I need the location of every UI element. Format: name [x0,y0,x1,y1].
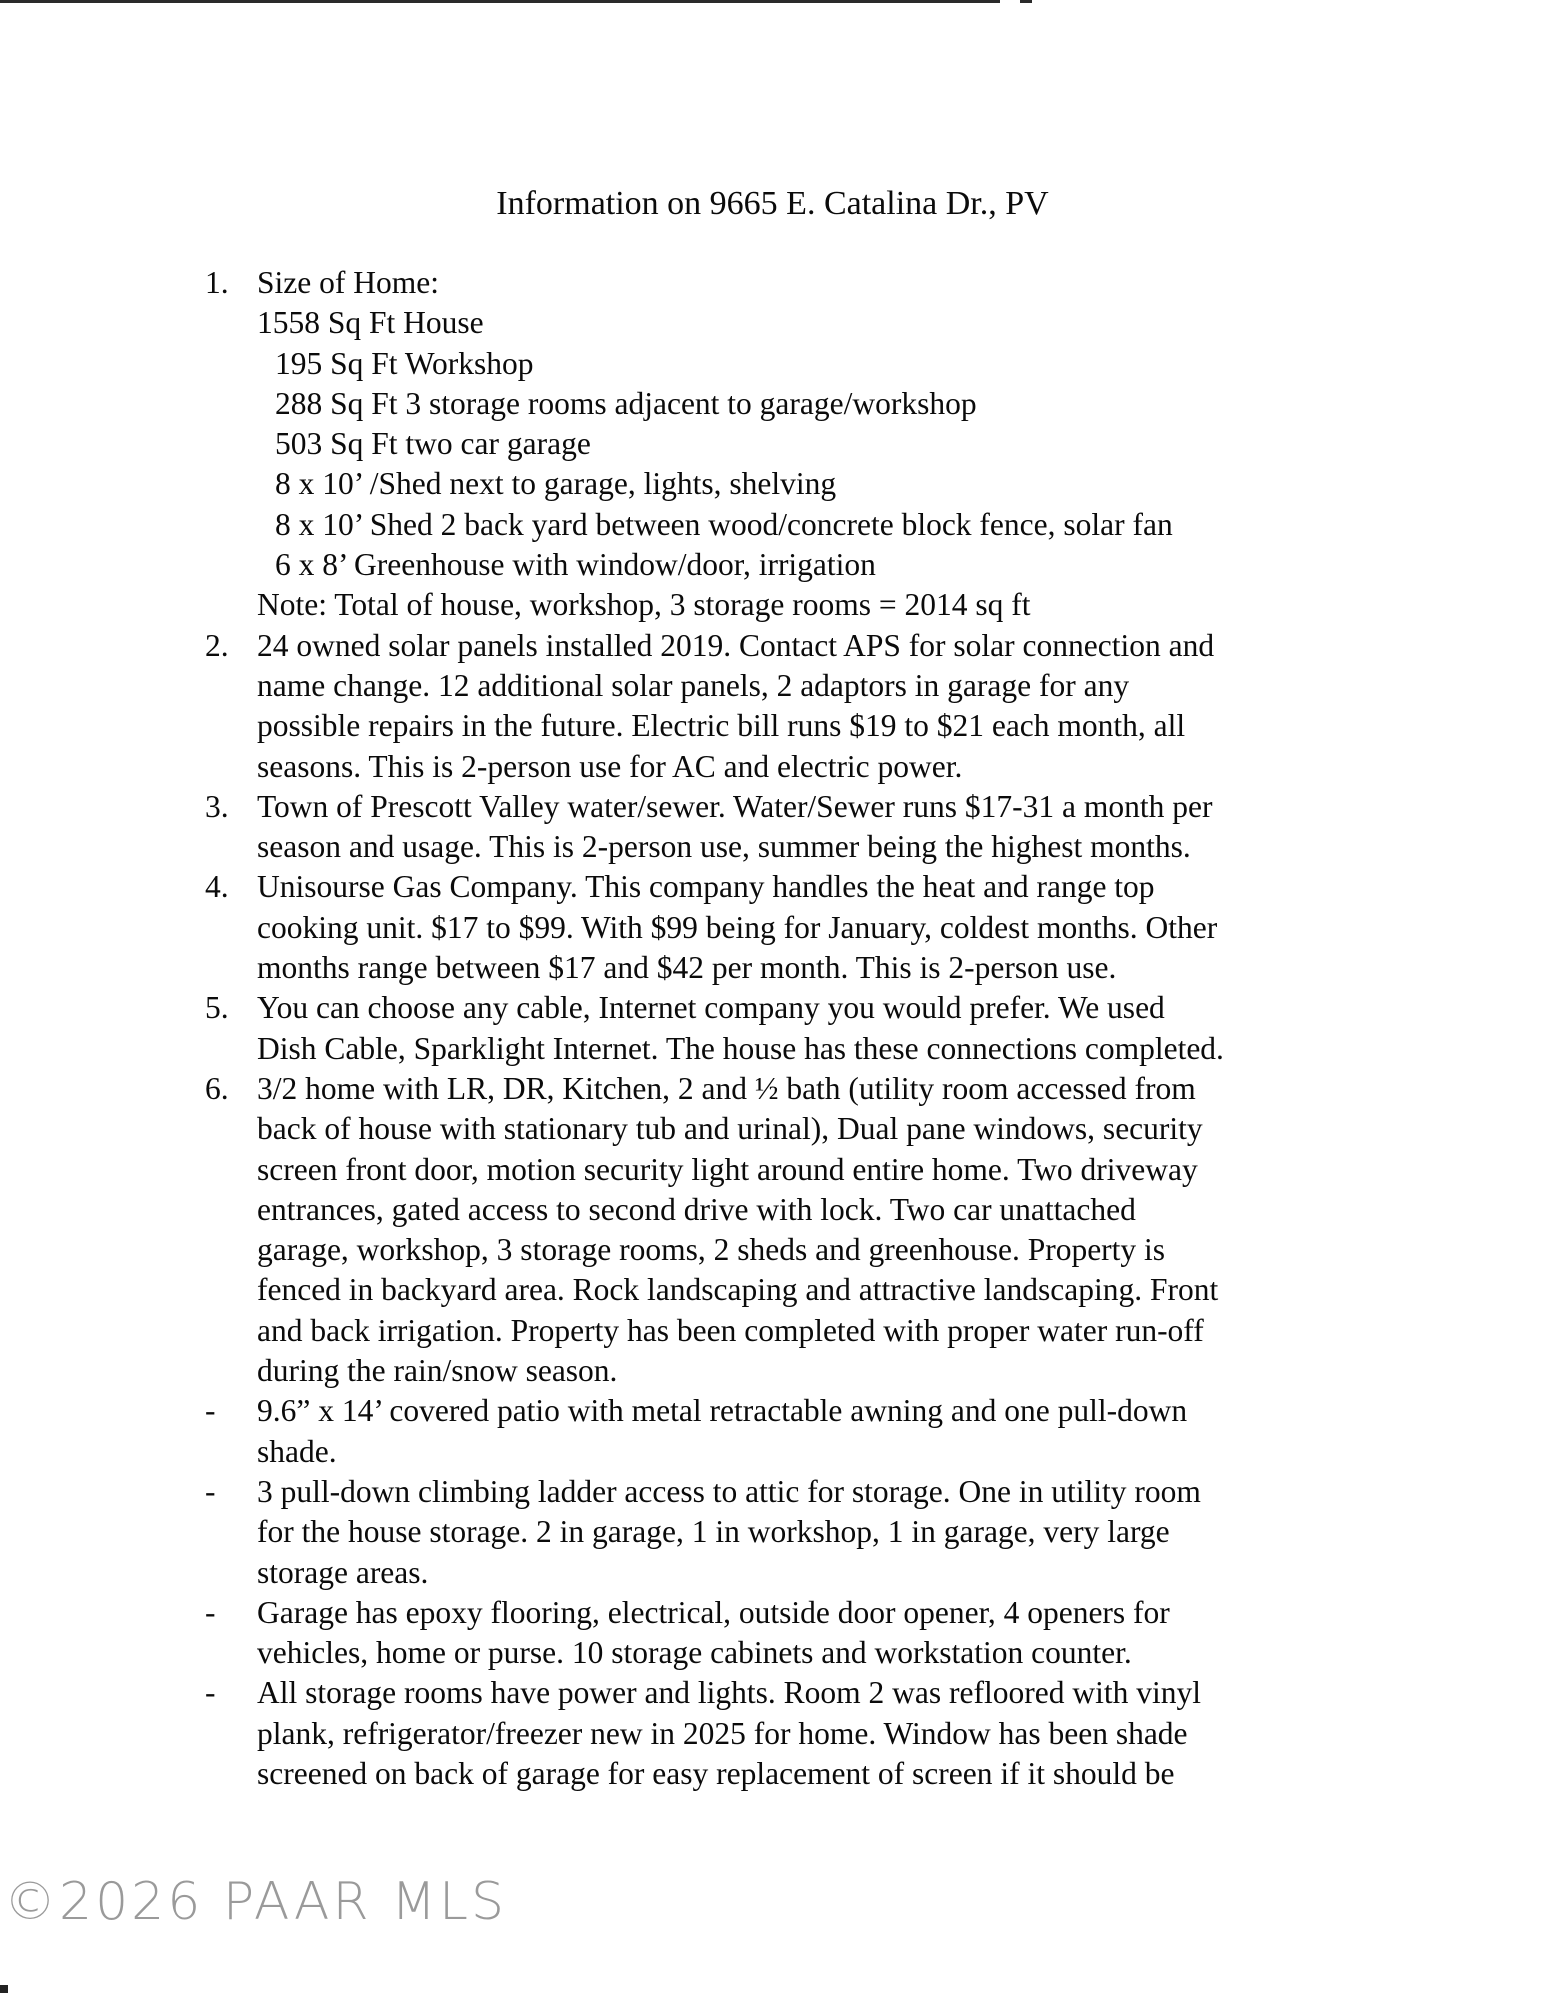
list-item-solar [205,626,1365,787]
item-text-line: and back irrigation. Property has been completed with proper water run-off [257,1312,1204,1348]
item-text-line: 288 Sq Ft 3 storage rooms adjacent to garage/workshop [275,385,977,421]
mls-watermark: ©2026 PAAR MLS [4,1872,507,1932]
list-item-storage-rooms [205,1673,1365,1794]
item-text-line: storage areas. [257,1554,429,1590]
list-item-cable-internet [205,988,1365,1069]
item-text-line: plank, refrigerator/freezer new in 2025 for home. Window has been shade [257,1715,1188,1751]
item-text-line: Town of Prescott Valley water/sewer. Water/Sewer runs $17-31 a month per [257,788,1213,824]
item-text-line: months range between $17 and $42 per month. This is 2-person use. [257,950,1117,986]
item-text-line: 503 Sq Ft two car garage [275,426,591,462]
list-marker: 3. [205,788,229,824]
item-text-line: season and usage. This is 2-person use, summer being the highest months. [257,829,1191,865]
list-item-home-features [205,1069,1365,1391]
item-text-line: 8 x 10’ /Shed next to garage, lights, shelving [275,466,837,502]
list-marker: - [205,1594,216,1630]
item-text-line: Note: Total of house, workshop, 3 storage rooms = 2014 sq ft [257,587,1031,623]
list-marker: 2. [205,627,229,663]
item-text-line: 3/2 home with LR, DR, Kitchen, 2 and ½ bath (utility room accessed from [257,1070,1196,1106]
item-text-line: shade. [257,1433,337,1469]
list-marker: - [205,1393,216,1429]
scan-top-rule-fragment [1020,0,1032,3]
item-text-line: Unisourse Gas Company. This company handles the heat and range top [257,869,1155,905]
item-text-line: garage, workshop, 3 storage rooms, 2 sheds and greenhouse. Property is [257,1232,1166,1268]
item-text-line: 9.6” x 14’ covered patio with metal retractable awning and one pull-down [257,1393,1188,1429]
document-body [205,263,1365,1794]
item-text-line: name change. 12 additional solar panels, 2 adaptors in garage for any [257,667,1130,703]
document-title: Information on 9665 E. Catalina Dr., PV [496,185,1049,222]
item-text-line: screened on back of garage for easy replacement of screen if it should be [257,1755,1175,1791]
item-text-line: cooking unit. $17 to $99. With $99 being for January, coldest months. Other [257,909,1218,945]
item-text-line: All storage rooms have power and lights. Room 2 was refloored with vinyl [257,1675,1201,1711]
item-text-line: possible repairs in the future. Electric bill runs $19 to $21 each month, all [257,708,1186,744]
item-text-line: entrances, gated access to second drive with lock. Two car unattached [257,1191,1136,1227]
scan-top-rule [0,0,1000,3]
item-text-line: Dish Cable, Sparklight Internet. The house has these connections completed. [257,1030,1224,1066]
item-text-line: 6 x 8’ Greenhouse with window/door, irrigation [275,547,876,583]
list-item-garage [205,1593,1365,1674]
item-text-line: Size of Home: [257,265,439,300]
list-marker: - [205,1473,216,1509]
list-item-patio [205,1391,1365,1472]
list-marker: 4. [205,869,229,905]
list-marker: 1. [205,265,229,300]
item-text-line: You can choose any cable, Internet company you would prefer. We used [257,990,1165,1026]
list-item-attic [205,1472,1365,1593]
list-item-size-of-home [205,263,1365,626]
list-item-water-sewer [205,787,1365,868]
list-marker: 6. [205,1070,229,1106]
item-text-line: 1558 Sq Ft House [257,305,484,341]
scan-corner-mark [0,1985,8,1993]
item-text-line: 8 x 10’ Shed 2 back yard between wood/concrete block fence, solar fan [275,506,1173,542]
item-text-line: seasons. This is 2-person use for AC and electric power. [257,748,963,784]
list-item-gas [205,867,1365,988]
item-text-line: 195 Sq Ft Workshop [275,345,534,381]
item-text-line: for the house storage. 2 in garage, 1 in workshop, 1 in garage, very large [257,1514,1170,1550]
item-text-line: Garage has epoxy flooring, electrical, outside door opener, 4 openers for [257,1594,1170,1630]
item-text-line: screen front door, motion security light around entire home. Two driveway [257,1151,1198,1187]
item-text-line: fenced in backyard area. Rock landscaping and attractive landscaping. Front [257,1272,1219,1308]
item-text-line: vehicles, home or purse. 10 storage cabinets and workstation counter. [257,1635,1132,1671]
list-marker: - [205,1675,216,1711]
item-text-line: during the rain/snow season. [257,1353,618,1389]
item-text-line: 24 owned solar panels installed 2019. Contact APS for solar connection and [257,627,1215,663]
list-marker: 5. [205,990,229,1026]
item-text-line: back of house with stationary tub and urinal), Dual pane windows, security [257,1111,1203,1147]
item-text-line: 3 pull-down climbing ladder access to attic for storage. One in utility room [257,1473,1201,1509]
